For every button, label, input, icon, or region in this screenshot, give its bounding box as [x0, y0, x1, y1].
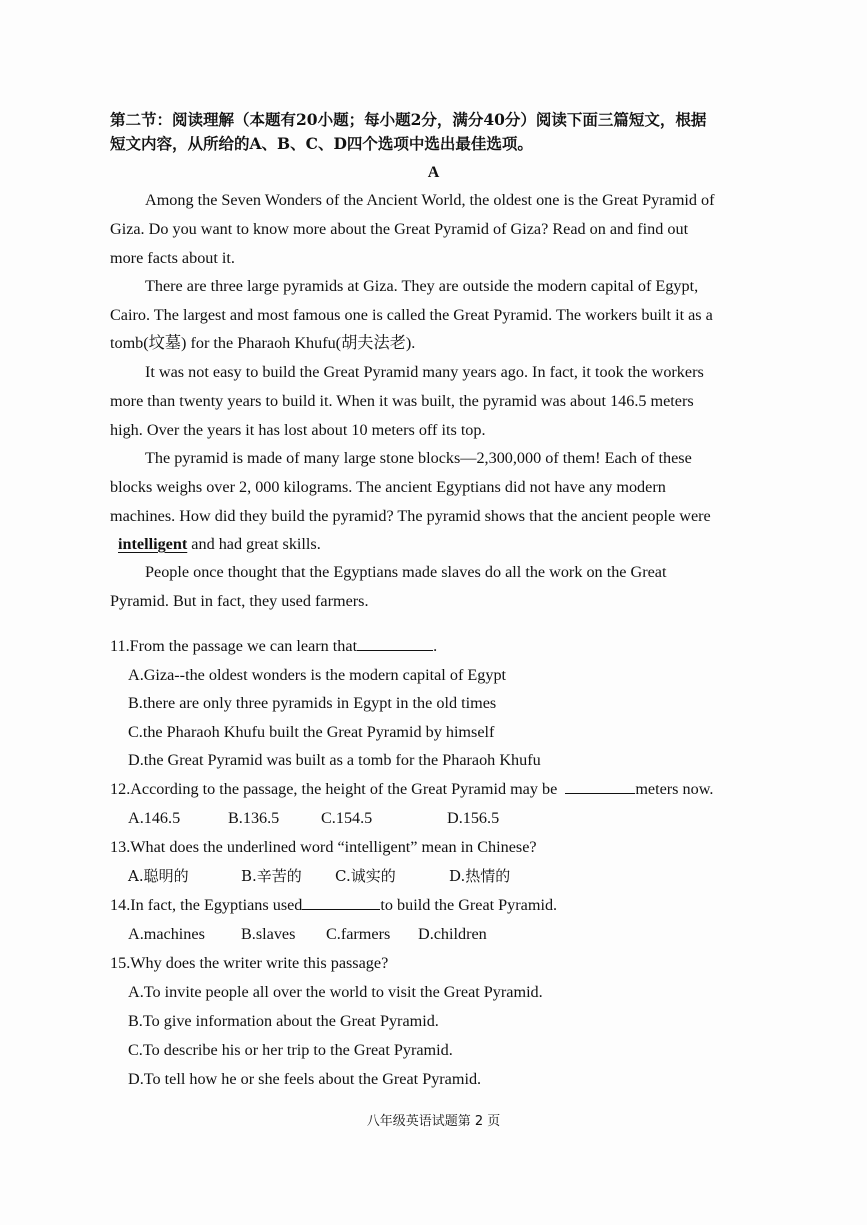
passage-line: tomb(坟墓) for the Pharaoh Khufu(胡夫法老). [110, 334, 416, 352]
passage-text: and had great skills. [187, 535, 321, 553]
question-stem [110, 779, 713, 799]
passage-line [110, 534, 321, 554]
question-text: meters now. [635, 780, 714, 798]
option: A.machines [128, 925, 205, 943]
question-text: to build the Great Pyramid. [380, 896, 558, 914]
question-stem [110, 636, 437, 656]
option: D.热情的 [449, 867, 511, 885]
option: C.诚实的 [335, 867, 396, 885]
question-text: 12.According to the passage, the height of the Great Pyramid may be [110, 780, 562, 798]
passage-line: People once thought that the Egyptians made slaves do all the work on the Great [145, 563, 667, 581]
question-stem [110, 895, 557, 915]
question-text: 14.In fact, the Egyptians used [110, 896, 303, 914]
question-text: . [433, 637, 438, 655]
answer-blank [302, 895, 380, 910]
option: A.Giza--the oldest wonders is the modern capital of Egypt [128, 666, 507, 684]
option: B.To give information about the Great Pyramid. [128, 1012, 439, 1030]
passage-line: Among the Seven Wonders of the Ancient World, the oldest one is the Great Pyramid of [145, 191, 715, 209]
option: C.the Pharaoh Khufu built the Great Pyramid by himself [128, 723, 495, 741]
passage-letter: A [427, 164, 440, 181]
option: A.146.5 [128, 809, 181, 827]
option: C.To describe his or her trip to the Great Pyramid. [128, 1041, 453, 1059]
page-footer: 八年级英语试题第 2 页 [366, 1114, 501, 1129]
passage-line: There are three large pyramids at Giza. They are outside the modern capital of Egypt, [145, 277, 699, 295]
passage-line: Giza. Do you want to know more about the Great Pyramid of Giza? Read on and find out [110, 220, 689, 238]
passage-line: more facts about it. [110, 249, 235, 267]
question-stem: 15.Why does the writer write this passage? [110, 954, 389, 972]
section-heading-line-1: 第二节：阅读理解（本题有20小题；每小题2分，满分40分）阅读下面三篇短文，根据 [110, 110, 707, 129]
option: B.slaves [241, 925, 296, 943]
option: C.farmers [326, 925, 391, 943]
option: D.156.5 [447, 809, 500, 827]
passage-line: more than twenty years to build it. When it was built, the pyramid was about 146.5 meters [110, 392, 694, 410]
option: D.children [418, 925, 487, 943]
option: B.136.5 [228, 809, 280, 827]
answer-blank [357, 636, 433, 651]
option: D.To tell how he or she feels about the Great Pyramid. [128, 1070, 482, 1088]
section-heading-line-2: 短文内容，从所给的A、B、C、D四个选项中选出最佳选项。 [110, 134, 533, 153]
option: B.there are only three pyramids in Egypt in the old times [128, 694, 497, 712]
passage-line: Cairo. The largest and most famous one is called the Great Pyramid. The workers built it as a [110, 306, 713, 324]
option: A.To invite people all over the world to visit the Great Pyramid. [128, 983, 543, 1001]
passage-line: blocks weighs over 2, 000 kilograms. The ancient Egyptians did not have any modern [110, 478, 666, 496]
passage-line: The pyramid is made of many large stone blocks—2,300,000 of them! Each of these [145, 449, 692, 467]
passage-line: high. Over the years it has lost about 10 meters off its top. [110, 421, 486, 439]
passage-line: It was not easy to build the Great Pyramid many years ago. In fact, it took the workers [145, 363, 704, 381]
option: D.the Great Pyramid was built as a tomb for the Pharaoh Khufu [128, 751, 541, 769]
question-text: 11.From the passage we can learn that [110, 637, 358, 655]
option: C.154.5 [321, 809, 373, 827]
underlined-word: intelligent [118, 535, 188, 553]
passage-line: machines. How did they build the pyramid? The pyramid shows that the ancient people were [110, 507, 711, 525]
option: B.辛苦的 [241, 867, 302, 885]
passage-line: Pyramid. But in fact, they used farmers. [110, 592, 369, 610]
option: A.聪明的 [128, 867, 189, 885]
answer-blank [565, 779, 635, 794]
question-stem: 13.What does the underlined word “intelligent” mean in Chinese? [110, 838, 537, 856]
